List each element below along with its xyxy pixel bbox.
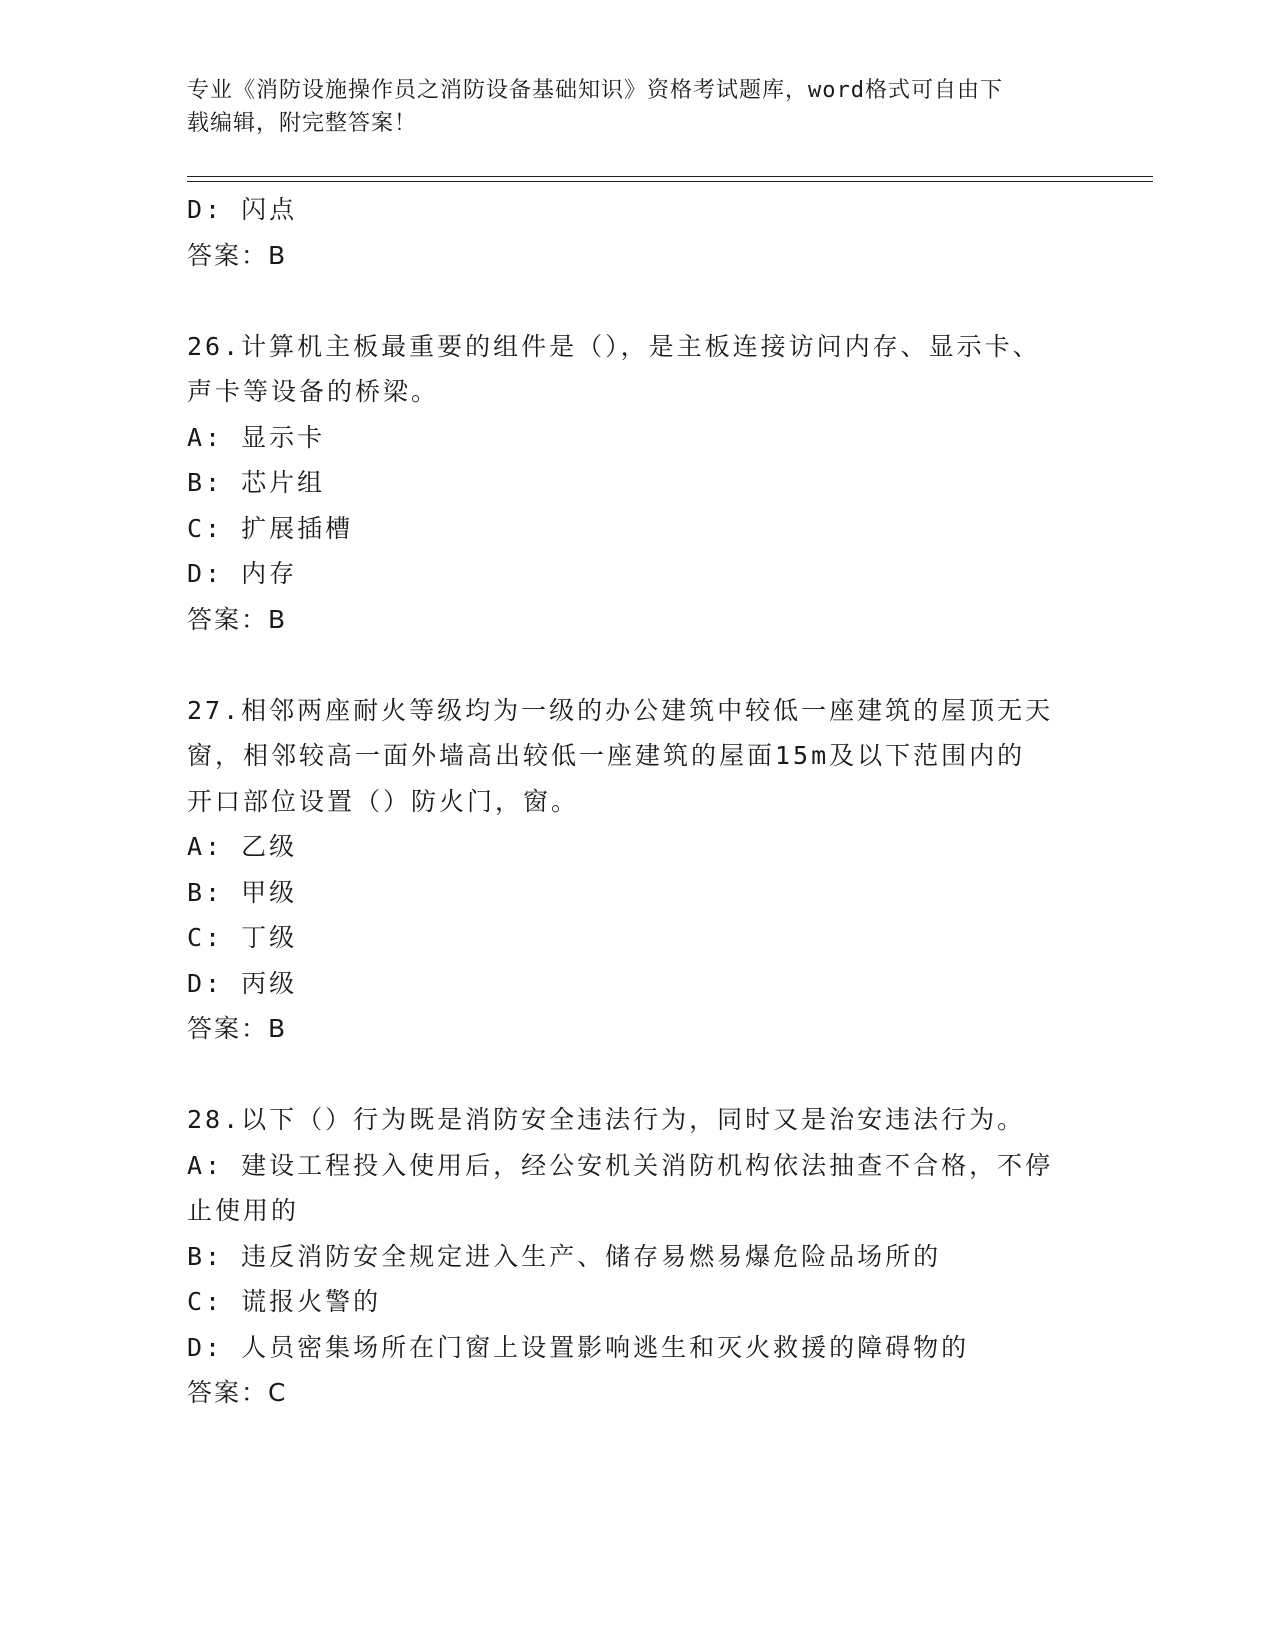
question-28	[187, 1097, 1087, 1416]
question-stem: 26.计算机主板最重要的组件是（），是主板连接访问内存、显示卡、	[187, 331, 1041, 361]
spacer	[187, 1052, 1087, 1098]
option-a-continued: 止使用的	[187, 1196, 300, 1225]
option-b: B: 违反消防安全规定进入生产、储存易燃易爆危险品场所的	[187, 1241, 942, 1271]
option-a: A: 显示卡	[187, 422, 326, 452]
option-d: D: 人员密集场所在门窗上设置影响逃生和灭火救援的障碍物的	[187, 1332, 970, 1362]
option-d: D: 丙级	[187, 968, 298, 998]
option-b: B: 芯片组	[187, 468, 326, 497]
answer-label: 答案：B	[187, 1014, 288, 1043]
question-list	[187, 187, 1087, 1416]
answer-label: 答案：B	[187, 604, 288, 634]
answer-label: 答案：B	[187, 240, 288, 270]
question-stem: 28.以下（）行为既是消防安全违法行为，同时又是治安违法行为。	[187, 1105, 1026, 1134]
header-line-1: 专业《消防设施操作员之消防设备基础知识》资格考试题库，word格式可自由下	[187, 78, 1003, 103]
option-b: B: 甲级	[187, 877, 298, 907]
spacer	[187, 642, 1087, 688]
option-a: A: 建设工程投入使用后，经公安机关消防机构依法抽查不合格，不停	[187, 1150, 1054, 1180]
question-25-tail	[187, 187, 1087, 278]
option-c: C: 丁级	[187, 923, 298, 952]
question-stem: 窗，相邻较高一面外墙高出较低一座建筑的屋面15m及以下范围内的	[187, 741, 1026, 770]
spacer	[187, 278, 1087, 324]
header-line-2: 载编辑，附完整答案！	[187, 111, 418, 136]
option-d: D: 内存	[187, 559, 298, 588]
answer-label: 答案：C	[187, 1378, 288, 1407]
question-26	[187, 324, 1087, 643]
option-a: A: 乙级	[187, 832, 298, 861]
question-stem: 开口部位设置（）防火门，窗。	[187, 786, 580, 816]
option-d: D: 闪点	[187, 195, 298, 224]
header-divider	[187, 176, 1153, 182]
question-stem: 27.相邻两座耐火等级均为一级的办公建筑中较低一座建筑的屋顶无天	[187, 695, 1054, 725]
option-c: C: 谎报火警的	[187, 1287, 382, 1316]
question-27	[187, 688, 1087, 1052]
option-c: C: 扩展插槽	[187, 513, 354, 543]
document-header	[187, 74, 1067, 140]
question-stem: 声卡等设备的桥梁。	[187, 377, 440, 406]
